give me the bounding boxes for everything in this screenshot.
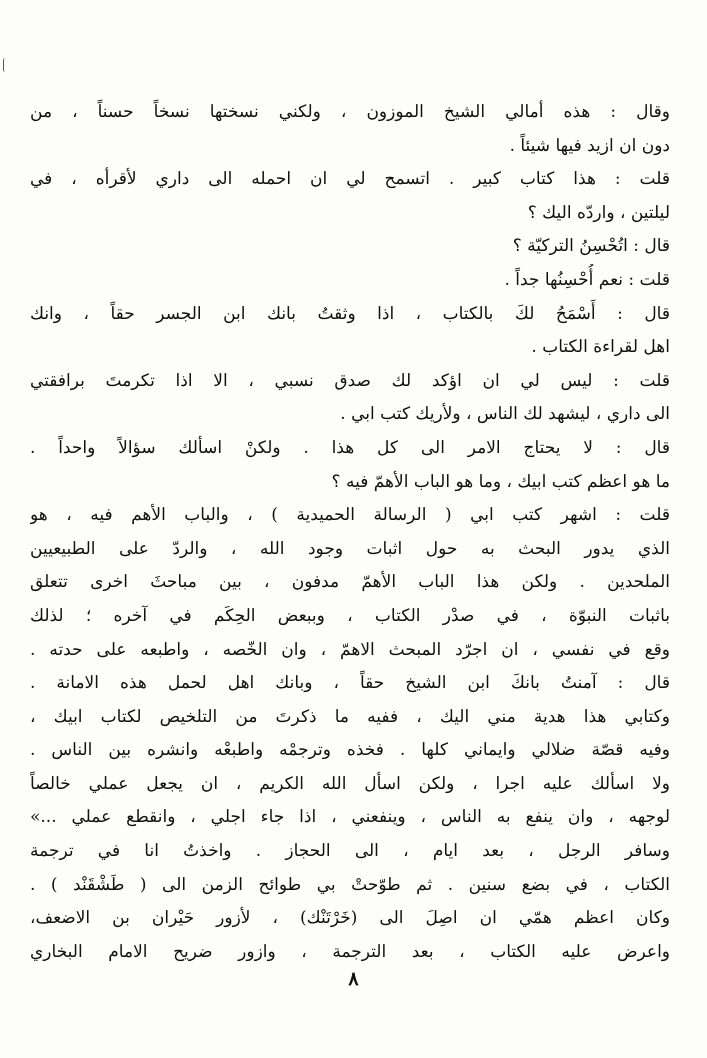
text-line: ليلتين ، واردّه اليك ؟ bbox=[527, 202, 670, 223]
text-line: قلت : هذا كتاب كبير . اتسمح لي ان احمله الى داري لأقرأه ، في bbox=[30, 169, 670, 190]
text-line: وسافر الرجل ، بعد ايام ، الى الحجاز . واخذتُ انا في ترجمة bbox=[30, 841, 670, 862]
text-line: قال : أَسْمَحُ لكَ بالكتاب ، اذا وثقتُ بانك ابن الجسر حقاً ، وانك bbox=[30, 303, 670, 324]
text-line: قلت : اشهر كتب ابي ( الرسالة الحميدية ) ، والباب الأهم فيه ، هو bbox=[30, 505, 670, 526]
text-line: الى داري ، ليشهد لك الناس ، ولأريك كتب ابي . bbox=[340, 404, 670, 425]
page-number: ٨ bbox=[348, 968, 359, 990]
text-line: وفيه قصّة ضلالي وايماني كلها . فخذه وترجمْه واطبعْه وانشره بين الناس . bbox=[30, 740, 670, 761]
text-line: وقع في نفسي ، ان اجرّد المبحث الاهمّ ، وان الخّصه ، واطبعه على حدته . bbox=[30, 639, 670, 660]
text-line: باثبات النبوّة ، في صدْر الكتاب ، وببعض الحِكَم في آخره ؛ لذلك bbox=[30, 605, 670, 626]
text-line: الكتاب ، في بضع سنين . ثم طوّحتْ بي طوائح الزمن الى ( طَشْقَنْد ) . bbox=[30, 874, 670, 895]
text-line: وكان اعظم همّي ان اصِلَ الى (خَرْتَنْك) ، لأزور حَيْران بن الاضعف، bbox=[30, 908, 670, 929]
text-line: دون ان ازيد فيها شيئاً . bbox=[509, 135, 670, 156]
text-line: اهل لقراءة الكتاب . bbox=[531, 337, 670, 358]
text-line: ما هو اعظم كتب ابيك ، وما هو الباب الأهمّ فيه ؟ bbox=[331, 471, 670, 492]
text-line: قال : اتُحْسِنُ التركيّة ؟ bbox=[512, 236, 670, 257]
text-line: ولا اسألك عليه اجرا ، ولكن اسأل الله الكريم ، ان يجعل عملي خالصاً bbox=[30, 773, 670, 794]
text-line: قال : آمنتُ بانكَ ابن الشيخ حقاً ، وبانك اهل لحمل هذه الامانة . bbox=[30, 673, 670, 694]
text-line: واعرض عليه الكتاب ، بعد الترجمة ، وازور ضريح الامام البخاري bbox=[30, 941, 670, 962]
text-line: قلت : ليس لي ان اؤكد لك صدق نسبي ، الا اذا تكرمتَ برافقتي bbox=[30, 370, 670, 391]
body-text bbox=[30, 96, 670, 969]
text-line: لوجهه ، وان ينفع به الناس ، وينفعني ، اذا جاء اجلي ، وانقطع عملي ...» bbox=[30, 807, 670, 828]
text-line: الملحدين . ولكن هذا الباب الأهمّ مدفون ، بين مباحثَ اخرى تتعلق bbox=[30, 572, 670, 593]
text-line: قلت : نعم أُحْسِنُها جداً . bbox=[504, 269, 670, 290]
margin-mark bbox=[3, 58, 8, 72]
text-line: وكتابي هذا هدية مني اليك ، ففيه ما ذكرتَ من التلخيص لكتاب ابيك ، bbox=[30, 706, 670, 727]
text-line: الذي يدور البحث به حول اثبات وجود الله ، والردّ على الطبيعيين bbox=[30, 538, 670, 559]
text-line: وقال : هذه أمالي الشيخ الموزون ، ولكني نسختها نسخاً حسناً ، من bbox=[30, 102, 670, 122]
text-line: قال : لا يحتاج الامر الى كل هذا . ولكنْ اسألك سؤالاً واحداً . bbox=[30, 437, 670, 458]
